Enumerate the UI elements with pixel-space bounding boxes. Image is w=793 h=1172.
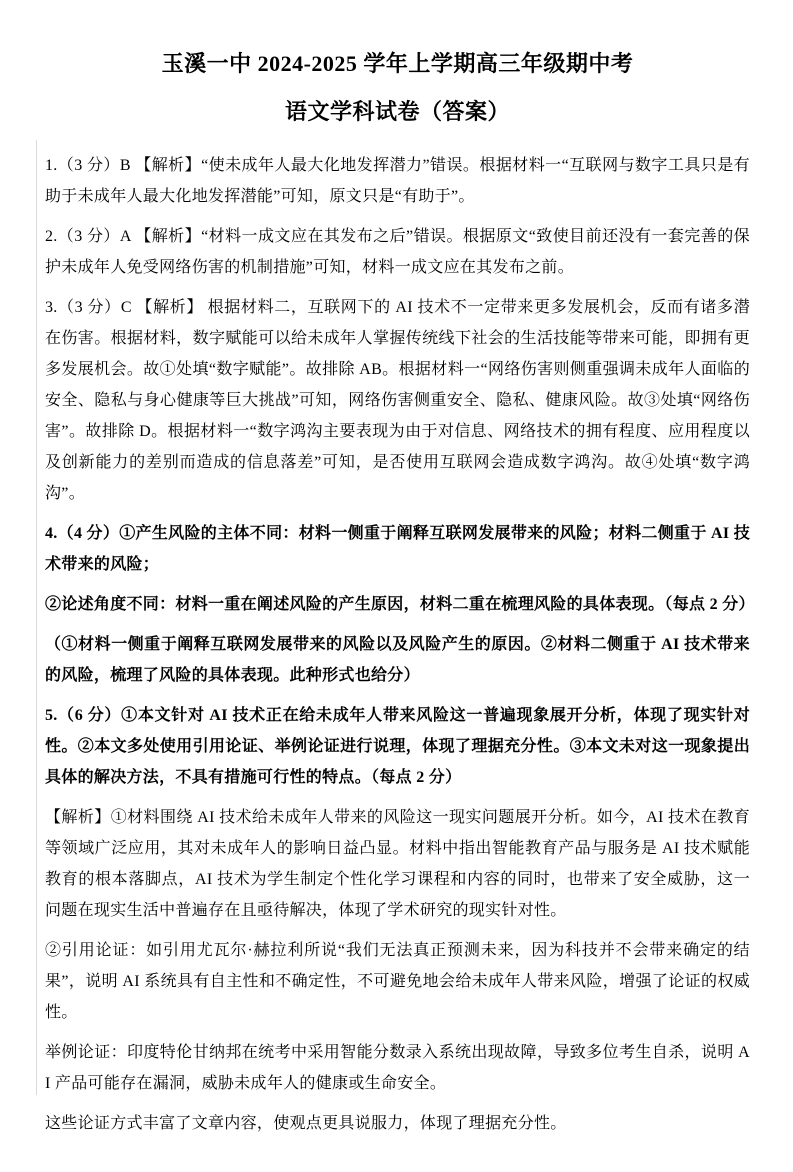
paragraph: ②论述角度不同：材料一重在阐述风险的产生原因，材料二重在梳理风险的具体表现。（每点 2 分） xyxy=(45,595,755,613)
paragraph: 5.（6 分）①本文针对 AI 技术正在给未成年人带来风险这一普遍现象展开分析，体现了现实针对性。②本文多处使用引用论证、举例论证进行说理，体现了理据充分性。③本文未对这一现象提出具体的解决方法，不具有措施可行性的特点。（每点 2 分） xyxy=(45,706,750,786)
left-border-line xyxy=(36,140,37,1095)
paragraph: 这些论证方式丰富了文章内容，使观点更具说服力，体现了理据充分性。 xyxy=(45,1114,567,1132)
paragraph: ②引用论证：如引用尤瓦尔·赫拉利所说“我们无法真正预测未来，因为科技并不会带来确定的结果”，说明 AI 系统具有自主性和不确定性，不可避免地会给未成年人带来风险，增强了论证的权威性。 xyxy=(45,941,750,1021)
paragraph: 3.（3 分）C 【解析】 根据材料二，互联网下的 AI 技术不一定带来更多发展机会，反而有诸多潜在伤害。根据材料，数字赋能可以给未成年人掌握传统线下社会的生活技能等带来可能，即拥有更多发展机会。故①处填“数字赋能”。故排除 AB。根据材料一“网络伤害则侧重强调未成年人面临的安全、隐私与身心健康等巨大挑战”可知，网络伤害侧重安全、隐私、健康风险。故③处填“网络伤害”。故排除 D。根据材料一“数字鸿沟主要表现为由于对信息、网络技术的拥有程度、应用程度以及创新能力的差别而造成的信息落差”可知，是否使用互联网会造成数字鸿沟。故④处填“数字鸿沟”。 xyxy=(45,298,750,502)
document-title-line1: 玉溪一中 2024-2025 学年上学期高三年级期中考 xyxy=(161,51,634,76)
paragraph: 举例论证：印度特伦甘纳邦在统考中采用智能分数录入系统出现故障，导致多位考生自杀，说明 AI 产品可能存在漏洞，威胁未成年人的健康或生命安全。 xyxy=(45,1043,750,1092)
paragraph: （①材料一侧重于阐释互联网发展带来的风险以及风险产生的原因。②材料二侧重于 AI 技术带来的风险，梳理了风险的具体表现。此种形式也给分） xyxy=(45,635,750,684)
paragraph: 【解析】①材料围绕 AI 技术给未成年人带来的风险这一现实问题展开分析。如今，AI 技术在教育等领域广泛应用，其对未成年人的影响日益凸显。材料中指出智能教育产品与服务是 AI 技术赋能教育的根本落脚点，AI 技术为学生制定个性化学习课程和内容的同时，也带来了安全威胁，这一问题在现实生活中普遍存在且亟待解决，体现了学术研究的现实针对性。 xyxy=(45,808,750,919)
paragraph: 1.（3 分）B 【解析】“使未成年人最大化地发挥潜力”错误。根据材料一“互联网与数字工具只是有助于未成年人最大化地发挥潜能”可知，原文只是“有助于”。 xyxy=(45,156,750,205)
document-title-line2: 语文学科试卷（答案） xyxy=(284,98,510,124)
paragraph: 4.（4 分）①产生风险的主体不同：材料一侧重于阐释互联网发展带来的风险；材料二侧重于 AI 技术带来的风险； xyxy=(45,524,750,573)
paragraph: 2.（3 分）A 【解析】“材料一成文应在其发布之后”错误。根据原文“致使目前还没有一套完善的保护未成年人免受网络伤害的机制措施”可知，材料一成文应在其发布之前。 xyxy=(45,227,750,276)
document-body xyxy=(45,150,755,1139)
